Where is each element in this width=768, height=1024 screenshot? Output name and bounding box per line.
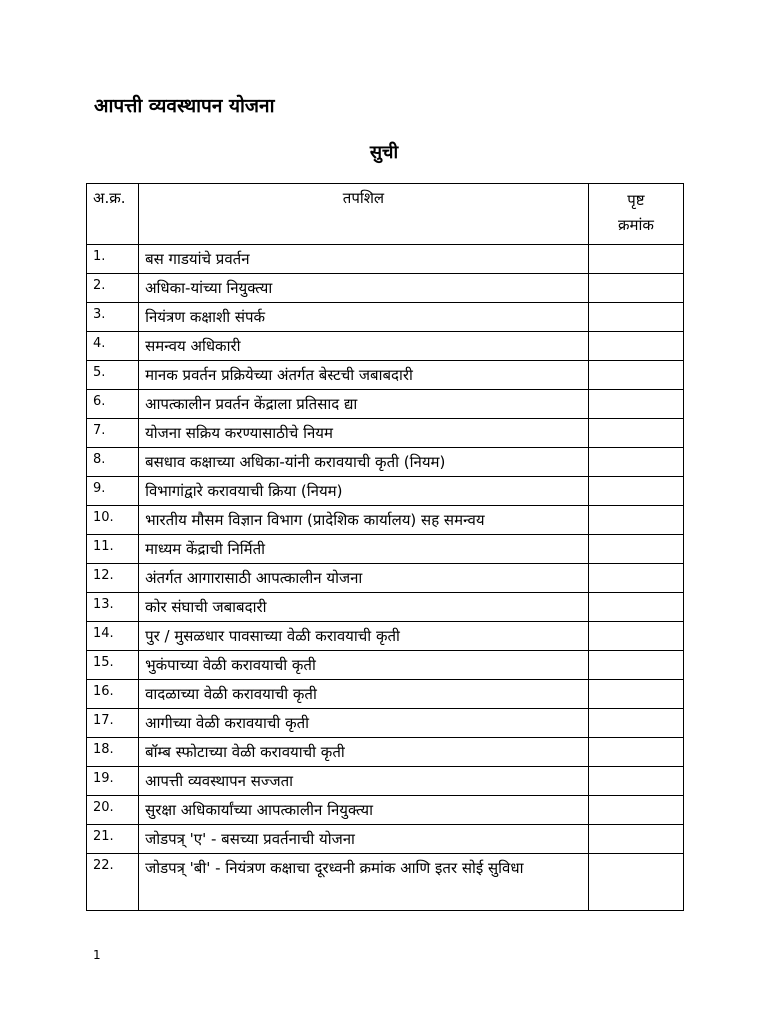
row-number: 2. — [87, 274, 139, 303]
table-of-contents — [86, 183, 684, 911]
row-detail: बस गाडयांचे प्रवर्तन — [139, 245, 589, 274]
row-number: 14. — [87, 622, 139, 651]
row-detail: आगीच्या वेळी करावयाची कृती — [139, 709, 589, 738]
row-page — [588, 419, 683, 448]
row-detail: वादळाच्या वेळी करावयाची कृती — [139, 680, 589, 709]
row-page — [588, 796, 683, 825]
table-row — [87, 738, 684, 767]
row-number: 17. — [87, 709, 139, 738]
row-page — [588, 303, 683, 332]
row-number: 6. — [87, 390, 139, 419]
header-page-line2: क्रमांक — [617, 216, 654, 234]
table-row — [87, 854, 684, 911]
header-page-number — [588, 184, 683, 245]
row-page — [588, 651, 683, 680]
row-page — [588, 680, 683, 709]
table-row — [87, 709, 684, 738]
row-number: 5. — [87, 361, 139, 390]
row-detail: विभागांद्वारे करावयाची क्रिया (नियम) — [139, 477, 589, 506]
row-page — [588, 477, 683, 506]
header-serial-number: अ.क्र. — [87, 184, 139, 245]
row-detail: आपत्ती व्यवस्थापन सज्जता — [139, 767, 589, 796]
row-page — [588, 709, 683, 738]
table-row — [87, 419, 684, 448]
row-detail: नियंत्रण कक्षाशी संपर्क — [139, 303, 589, 332]
table-row — [87, 332, 684, 361]
row-page — [588, 825, 683, 854]
row-number: 1. — [87, 245, 139, 274]
row-detail: जोडपत्र् 'बी' - नियंत्रण कक्षाचा दूरध्वनी क्रमांक आणि इतर सोई सुविधा — [139, 854, 589, 911]
table-body — [87, 245, 684, 911]
row-page — [588, 854, 683, 911]
row-page — [588, 274, 683, 303]
row-page — [588, 593, 683, 622]
table-row — [87, 564, 684, 593]
row-page — [588, 448, 683, 477]
document-title: आपत्ती व्यवस्थापन योजना — [94, 95, 275, 117]
row-detail: बॉम्ब स्फोटाच्या वेळी करावयाची कृती — [139, 738, 589, 767]
table-row — [87, 651, 684, 680]
table-row — [87, 506, 684, 535]
row-detail: कोर संघाची जबाबदारी — [139, 593, 589, 622]
row-page — [588, 535, 683, 564]
row-detail: बसधाव कक्षाच्या अधिका-यांनी करावयाची कृती (नियम) — [139, 448, 589, 477]
row-detail: जोडपत्र् 'ए' - बसच्या प्रवर्तनाची योजना — [139, 825, 589, 854]
row-detail: समन्वय अधिकारी — [139, 332, 589, 361]
row-number: 16. — [87, 680, 139, 709]
table-row — [87, 245, 684, 274]
table-row — [87, 535, 684, 564]
table-row — [87, 274, 684, 303]
row-page — [588, 506, 683, 535]
row-number: 18. — [87, 738, 139, 767]
row-number: 19. — [87, 767, 139, 796]
row-page — [588, 738, 683, 767]
table-row — [87, 477, 684, 506]
row-number: 11. — [87, 535, 139, 564]
table-row — [87, 361, 684, 390]
table-row — [87, 622, 684, 651]
table-row — [87, 593, 684, 622]
document-subtitle: सुची — [369, 142, 399, 163]
row-detail: पुर / मुसळधार पावसाच्या वेळी करावयाची कृती — [139, 622, 589, 651]
row-number: 7. — [87, 419, 139, 448]
table-header-row — [87, 184, 684, 245]
row-number: 4. — [87, 332, 139, 361]
row-number: 13. — [87, 593, 139, 622]
header-page-line1: पृष्ट — [627, 191, 645, 209]
row-page — [588, 390, 683, 419]
row-detail: सुरक्षा अधिकार्यांच्या आपत्कालीन नियुक्त्या — [139, 796, 589, 825]
table-row — [87, 680, 684, 709]
page-number: 1 — [93, 948, 101, 962]
row-number: 9. — [87, 477, 139, 506]
row-detail: योजना सक्रिय करण्यासाठीचे नियम — [139, 419, 589, 448]
table-row — [87, 303, 684, 332]
row-page — [588, 361, 683, 390]
row-detail: अंतर्गत आगारासाठी आपत्कालीन योजना — [139, 564, 589, 593]
table-row — [87, 767, 684, 796]
table-row — [87, 390, 684, 419]
table-row — [87, 796, 684, 825]
row-number: 8. — [87, 448, 139, 477]
table-row — [87, 825, 684, 854]
row-page — [588, 564, 683, 593]
row-detail: मानक प्रवर्तन प्रक्रियेच्या अंतर्गत बेस्टची जबाबदारी — [139, 361, 589, 390]
row-page — [588, 332, 683, 361]
row-number: 21. — [87, 825, 139, 854]
row-detail: अधिका-यांच्या नियुक्त्या — [139, 274, 589, 303]
row-number: 3. — [87, 303, 139, 332]
row-page — [588, 767, 683, 796]
row-number: 20. — [87, 796, 139, 825]
table-row — [87, 448, 684, 477]
row-number: 12. — [87, 564, 139, 593]
row-detail: भारतीय मौसम विज्ञान विभाग (प्रादेशिक कार्यालय) सह समन्वय — [139, 506, 589, 535]
row-number: 10. — [87, 506, 139, 535]
row-number: 22. — [87, 854, 139, 911]
header-details: तपशिल — [139, 184, 589, 245]
row-detail: माध्यम केंद्राची निर्मिती — [139, 535, 589, 564]
row-page — [588, 245, 683, 274]
row-detail: भुकंपाच्या वेळी करावयाची कृती — [139, 651, 589, 680]
row-page — [588, 622, 683, 651]
row-detail: आपत्कालीन प्रवर्तन केंद्राला प्रतिसाद द्या — [139, 390, 589, 419]
row-number: 15. — [87, 651, 139, 680]
